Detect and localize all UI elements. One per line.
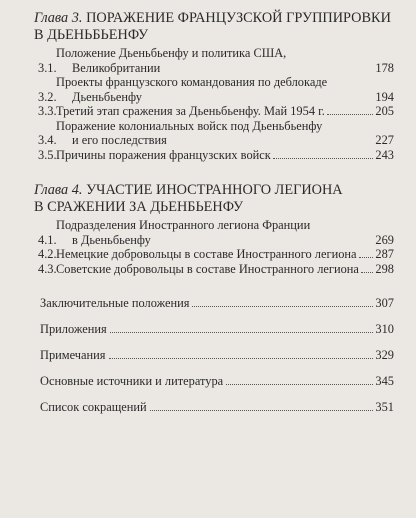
entry-page: 243	[375, 147, 394, 162]
entry-title: Поражение колониальных войск под Дьеньбьенфу	[56, 118, 323, 133]
toc-entry-3-2[interactable]	[34, 75, 394, 104]
dot-leader	[226, 384, 373, 385]
entry-title-cont: в Дьеньбьенфу	[72, 232, 151, 247]
entry-title: Подразделения Иностранного легиона Франции	[56, 218, 311, 232]
entry-title: Примечания	[40, 348, 106, 362]
toc-entry-notes[interactable]	[34, 348, 394, 363]
toc-entry-4-3[interactable]	[34, 262, 394, 277]
entry-title: Проекты французского командования по деблокаде	[56, 75, 328, 89]
chapter-4-title-line2: В СРАЖЕНИИ ЗА ДЬЕНБЬЕНФУ	[34, 199, 244, 215]
dot-leader	[110, 332, 374, 333]
entry-page: 287	[375, 247, 394, 261]
dot-leader	[359, 257, 374, 258]
toc-entry-4-1[interactable]	[34, 218, 394, 247]
entry-title: Приложения	[40, 322, 107, 336]
entry-title: Причины поражения французских войск	[56, 147, 271, 162]
entry-number: 3.2.	[38, 89, 57, 104]
chapter-3-title-line2: В ДЬЕНЬБЬЕНФУ	[34, 27, 149, 43]
entry-page: 351	[375, 400, 394, 414]
dot-leader	[327, 114, 374, 115]
dot-leader	[361, 272, 373, 273]
entry-page: 345	[375, 374, 394, 388]
entry-page: 310	[375, 322, 394, 336]
dot-leader	[192, 306, 373, 307]
entry-page: 269	[375, 232, 394, 247]
toc-entry-abbreviations[interactable]	[34, 400, 394, 415]
entry-title: Немецкие добровольцы в составе Иностранного легиона	[56, 247, 357, 261]
entry-title: Положение Дьеньбьенфу и политика США,	[56, 46, 287, 60]
entry-title-cont: Великобритании	[72, 60, 161, 75]
entry-page: 227	[375, 133, 394, 147]
entry-title: Советские добровольцы в составе Иностранного легиона	[56, 261, 359, 276]
entry-number: 3.5.	[38, 147, 57, 162]
entry-page: 178	[375, 60, 394, 75]
chapter-4-title	[34, 182, 394, 216]
entry-number: 4.3.	[38, 261, 57, 276]
entry-number: 3.1.	[38, 60, 57, 75]
entry-page: 298	[375, 261, 394, 276]
toc-entry-3-5[interactable]	[34, 148, 394, 163]
entry-page: 329	[375, 348, 394, 362]
entry-title: Заключительные положения	[40, 296, 190, 310]
entry-number: 4.2.	[38, 247, 57, 261]
toc-entry-3-1[interactable]	[34, 46, 394, 75]
entry-title: Третий этап сражения за Дьеньбьенфу. Май 1954 г.	[56, 104, 325, 118]
toc-entry-sources[interactable]	[34, 374, 394, 389]
chapter-4-title-line1: УЧАСТИЕ ИНОСТРАННОГО ЛЕГИОНА	[86, 182, 343, 198]
entry-number: 4.1.	[38, 232, 57, 247]
entry-number: 3.3.	[38, 104, 57, 118]
toc-entry-4-2[interactable]	[34, 247, 394, 262]
dot-leader	[109, 358, 374, 359]
dot-leader	[273, 158, 374, 159]
chapter-3-title-line1: ПОРАЖЕНИЕ ФРАНЦУЗСКОЙ ГРУППИРОВКИ	[86, 10, 391, 26]
entry-title: Основные источники и литература	[40, 374, 224, 388]
entry-page: 307	[375, 296, 394, 310]
chapter-4-label: Глава 4.	[34, 182, 83, 198]
entry-number: 3.4.	[38, 133, 57, 147]
entry-title-cont: Дьеньбьенфу	[72, 89, 142, 104]
chapter-3-label: Глава 3.	[34, 10, 83, 26]
chapter-3-title	[34, 10, 394, 44]
toc-entry-appendices[interactable]	[34, 322, 394, 337]
chapter-4	[34, 182, 394, 276]
chapter-3	[34, 10, 394, 162]
entry-title-cont: и его последствия	[72, 133, 167, 147]
dot-leader	[150, 410, 374, 411]
toc-entry-3-3[interactable]	[34, 104, 394, 119]
toc-entry-conclusion[interactable]	[34, 296, 394, 311]
toc-entry-3-4[interactable]	[34, 119, 394, 148]
entry-title: Список сокращений	[40, 400, 147, 414]
entry-page: 194	[375, 89, 394, 104]
entry-page: 205	[375, 104, 394, 118]
